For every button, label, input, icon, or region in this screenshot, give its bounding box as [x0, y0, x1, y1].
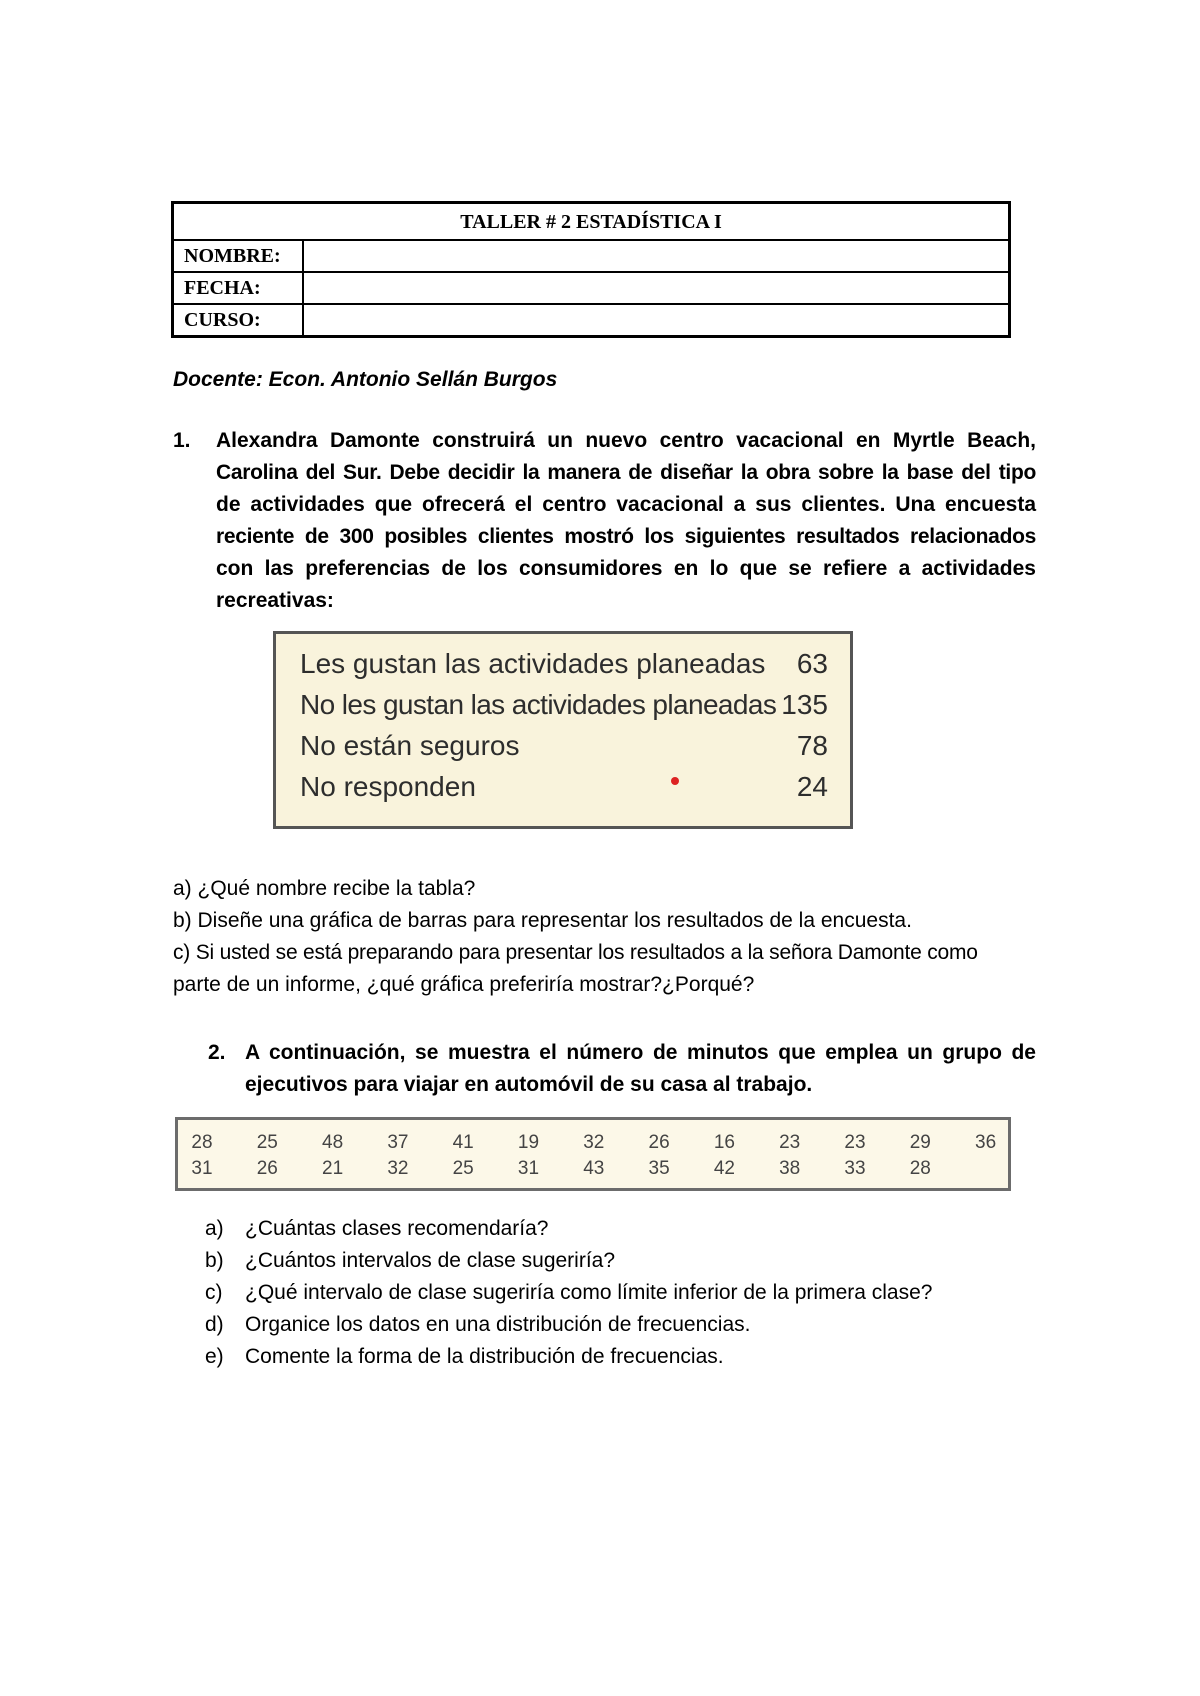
minutes-cell: 19	[517, 1132, 540, 1153]
survey-row	[300, 771, 828, 811]
minutes-cell: 28	[191, 1132, 213, 1153]
q1-line: Alexandra Damonte construirá un nuevo centro vacacional en Myrtle Beach,	[216, 429, 1036, 452]
minutes-cell: 23	[779, 1132, 801, 1153]
minutes-cell: 26	[648, 1132, 670, 1153]
name-field[interactable]	[303, 240, 1010, 272]
list-letter: b)	[205, 1249, 224, 1272]
survey-value: 78	[796, 730, 828, 761]
survey-row	[300, 648, 828, 688]
course-label: CURSO:	[173, 304, 304, 337]
list-letter: d)	[205, 1313, 224, 1336]
question-2-number: 2.	[208, 1041, 226, 1064]
survey-value: 135	[781, 689, 828, 720]
q1-question-c-cont: parte de un informe, ¿qué gráfica preferiría mostrar?¿Porqué?	[173, 973, 755, 996]
minutes-cell: 41	[452, 1132, 474, 1153]
minutes-cell: 32	[387, 1158, 409, 1179]
question-2-text	[245, 1037, 1036, 1101]
q1-question-b: b) Diseñe una gráfica de barras para representar los resultados de la encuesta.	[173, 909, 912, 932]
minutes-cell: 26	[256, 1158, 278, 1179]
q2-line: A continuación, se muestra el número de minutos que emplea un grupo de	[245, 1041, 1036, 1064]
q1-question-c: c) Si usted se está preparando para presentar los resultados a la señora Damonte como	[173, 941, 978, 964]
minutes-cell: 28	[909, 1158, 931, 1179]
survey-label: No están seguros	[300, 730, 520, 761]
minutes-cell: 16	[713, 1132, 735, 1153]
q1-line: recreativas:	[216, 589, 334, 612]
survey-value: 63	[796, 648, 828, 679]
course-field[interactable]	[303, 304, 1010, 337]
minutes-cell: 42	[713, 1158, 735, 1179]
question-1-text	[216, 425, 1036, 617]
minutes-cell: 31	[191, 1158, 213, 1179]
header-table	[171, 201, 1011, 338]
minutes-cell: 36	[975, 1132, 997, 1153]
minutes-cell: 43	[583, 1158, 605, 1179]
survey-label: Les gustan las actividades planeadas	[300, 648, 766, 679]
date-field[interactable]	[303, 272, 1010, 304]
minutes-cell: 25	[256, 1132, 278, 1153]
worksheet-title: TALLER # 2 ESTADÍSTICA I	[173, 203, 1010, 241]
minutes-cell: 38	[779, 1158, 801, 1179]
q2-line: ejecutivos para viajar en automóvil de su casa al trabajo.	[245, 1073, 813, 1096]
q1-question-a: a) ¿Qué nombre recibe la tabla?	[173, 877, 476, 900]
list-letter: e)	[205, 1345, 224, 1368]
minutes-cell: 32	[583, 1132, 605, 1153]
minutes-cell: 37	[387, 1132, 409, 1153]
list-text: Comente la forma de la distribución de frecuencias.	[245, 1345, 724, 1368]
minutes-cell: 23	[844, 1132, 866, 1153]
list-letter: a)	[205, 1217, 224, 1240]
minutes-cell: 48	[322, 1132, 344, 1153]
list-text: ¿Cuántas clases recomendaría?	[245, 1217, 549, 1240]
question-1-number: 1.	[173, 429, 191, 452]
name-label: NOMBRE:	[173, 240, 304, 272]
red-dot-marker	[671, 777, 679, 785]
list-letter: c)	[205, 1281, 223, 1304]
minutes-cell: 33	[844, 1158, 866, 1179]
teacher-line: Docente: Econ. Antonio Sellán Burgos	[173, 368, 558, 391]
list-text: Organice los datos en una distribución de frecuencias.	[245, 1313, 751, 1336]
survey-row	[300, 730, 828, 770]
survey-label: No les gustan las actividades planeadas	[300, 689, 777, 720]
q1-line: Carolina del Sur. Debe decidir la manera de diseñar la obra sobre la base del tipo	[216, 461, 1036, 484]
minutes-cell: 35	[648, 1158, 670, 1179]
minutes-cell: 21	[322, 1158, 344, 1179]
survey-table	[273, 631, 853, 829]
minutes-cell: 31	[517, 1158, 540, 1179]
q1-line: reciente de 300 posibles clientes mostró los siguientes resultados relacionados	[216, 525, 1036, 548]
minutes-cell: 25	[452, 1158, 474, 1179]
minutes-table	[175, 1117, 1011, 1191]
survey-value: 24	[796, 771, 828, 802]
minutes-cell: 29	[909, 1132, 931, 1153]
survey-label: No responden	[300, 771, 476, 802]
list-text: ¿Qué intervalo de clase sugeriría como límite inferior de la primera clase?	[245, 1281, 933, 1304]
list-text: ¿Cuántos intervalos de clase sugeriría?	[245, 1249, 616, 1272]
survey-row	[300, 689, 828, 729]
q1-line: con las preferencias de los consumidores en lo que se refiere a actividades	[216, 557, 1036, 580]
q1-line: de actividades que ofrecerá el centro vacacional a sus clientes. Una encuesta	[216, 493, 1036, 516]
date-label: FECHA:	[173, 272, 304, 304]
